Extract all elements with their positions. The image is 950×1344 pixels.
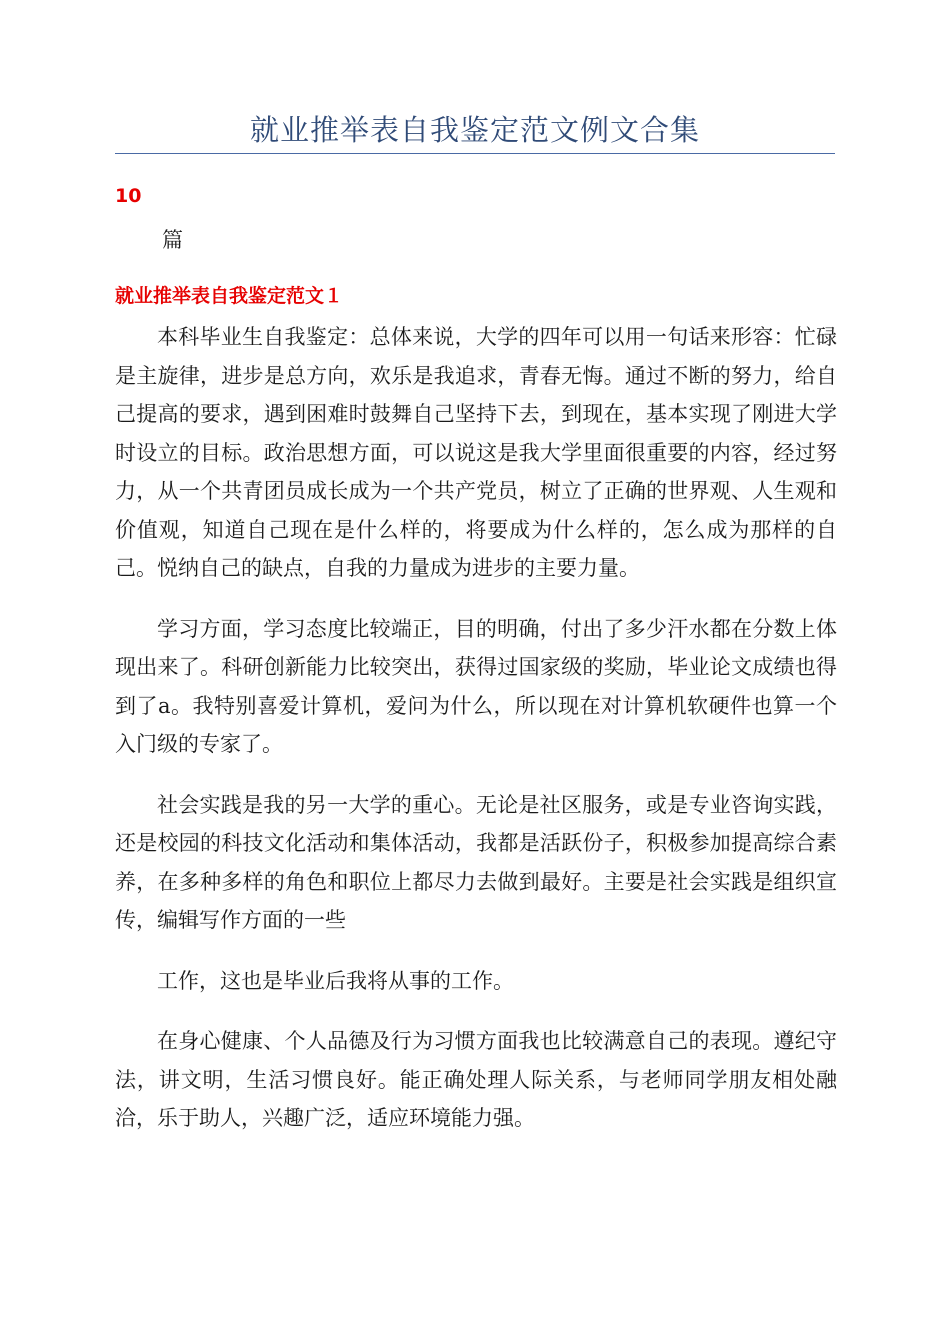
title-underline <box>115 153 835 154</box>
paragraph: 在身心健康、个人品德及行为习惯方面我也比较满意自己的表现。遵纪守法，讲文明，生活习惯良好。能正确处理人际关系，与老师同学朋友相处融洽，乐于助人，兴趣广泛，适应环境能力强。 <box>115 1029 837 1130</box>
collection-count-unit: 篇 <box>162 228 183 252</box>
paragraph: 本科毕业生自我鉴定：总体来说，大学的四年可以用一句话来形容：忙碌是主旋律，进步是总方向，欢乐是我追求，青春无悔。通过不断的努力，给自己提高的要求，遇到困难时鼓舞自己坚持下去，到现在，基本实现了刚进大学时设立的目标。政治思想方面，可以说这是我大学里面很重要的内容，经过努力，从一个共青团员成长成为一个共产党员，树立了正确的世界观、人生观和价值观，知道自己现在是什么样的，将要成为什么样的，怎么成为那样的自己。悦纳自己的缺点，自我的力量成为进步的主要力量。 <box>115 325 837 580</box>
paragraph: 社会实践是我的另一大学的重心。无论是社区服务，或是专业咨询实践，还是校园的科技文化活动和集体活动，我都是活跃份子，积极参加提高综合素养，在多种多样的角色和职位上都尽力去做到最好。主要是社会实践是组织宣传，编辑写作方面的一些 <box>115 792 837 932</box>
document-title: 就业推举表自我鉴定范文例文合集 <box>249 113 700 147</box>
paragraph: 工作，这也是毕业后我将从事的工作。 <box>157 968 514 993</box>
section-heading: 就业推举表自我鉴定范文１ <box>115 285 344 307</box>
collection-count-number: 10 <box>115 185 142 207</box>
body-text <box>115 318 837 1160</box>
paragraph: 学习方面，学习态度比较端正，目的明确，付出了多少汗水都在分数上体现出来了。科研创新能力比较突出，获得过国家级的奖励，毕业论文成绩也得到了a。我特别喜爱计算机，爱问为什么，所以现在对计算机软硬件也算一个入门级的专家了。 <box>115 616 837 756</box>
